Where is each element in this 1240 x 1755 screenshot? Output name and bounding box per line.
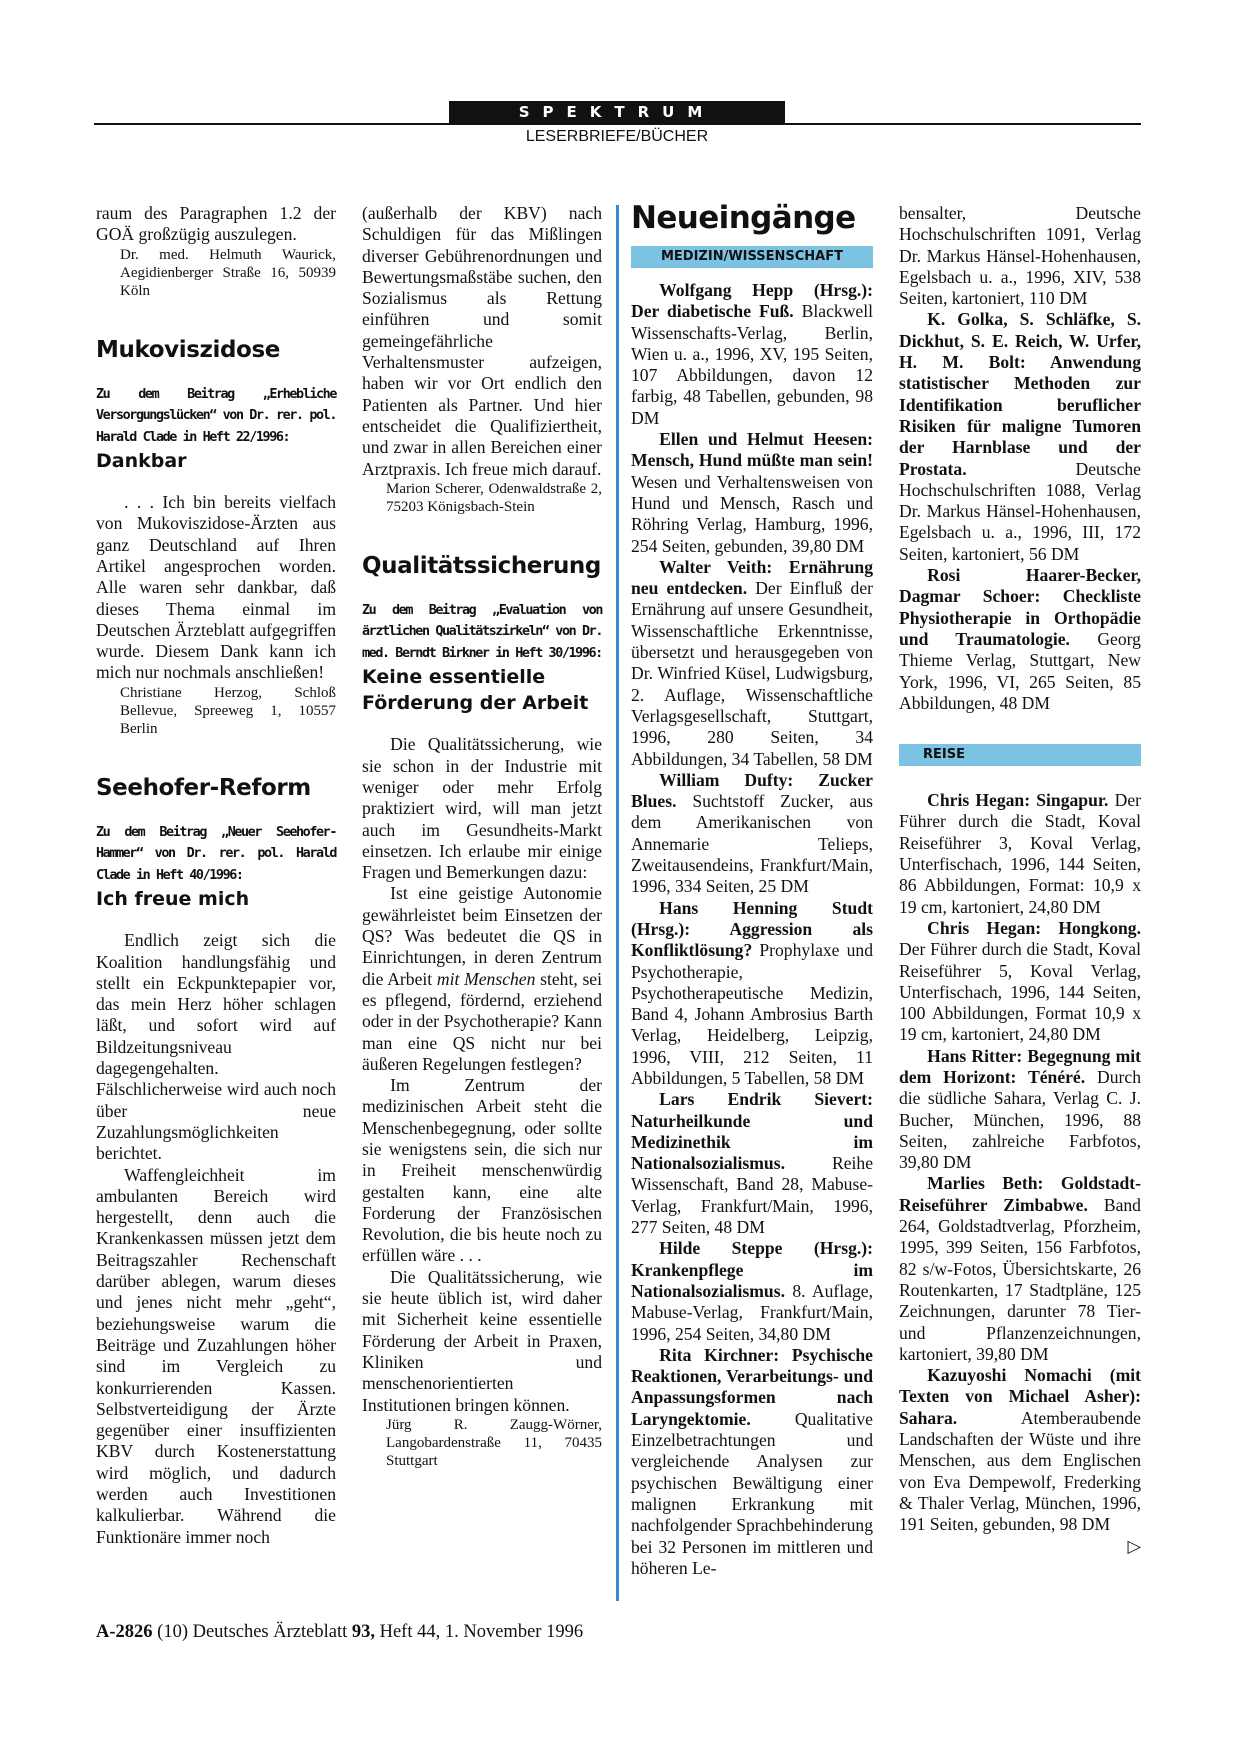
column-1	[96, 203, 336, 1548]
paragraph: . . . Ich bin bereits vielfach von Mukoviszidose-Ärzten aus ganz Deutschland auf Ihren Artikel angesprochen worden. Alle waren sehr dankbar, daß dieses Thema einmal im Deutschen Ärzteblatt aufgegriffen wurde. Diesem Dank kann ich mich nur nochmals anschließen!	[96, 492, 337, 683]
book-title: Rosi Haarer-Becker, Dagmar Schoer: Checkliste Physiotherapie in Orthopädie und Traumatologie.	[899, 565, 1141, 649]
book-details: Durch die südliche Sahara, Verlag C. J. Bucher, München, 1996, 88 Seiten, zahlreiche Farbfotos, 39,80 DM	[899, 1066, 1141, 1173]
book-entry	[631, 1089, 873, 1238]
book-entry	[631, 898, 873, 1090]
column-4	[899, 203, 1141, 1557]
header-rule	[94, 123, 1141, 125]
book-details: Der Einfluß der Ernährung auf unsere Gesundheit, Wissenschaftliche Erkenntnisse, übersetzt und herausgegeben von Dr. Winfried Küsel, Ludwigsburg, 2. Auflage, Wissenschaftliche Verlagsgesellschaft, Stuttgart, 1996, 280 Seiten, 34 Abbildungen, 34 Tabellen, 58 DM	[631, 578, 873, 769]
book-details: Qualitative Einzelbetrachtungen und vergleichende Analysen zur psychischen Bewältigung einer malignen Erkrankung mit nachfolgender Sprachbehinderung bei 32 Personen im mittleren und höheren Le-	[631, 1408, 873, 1578]
book-title: Kazuyoshi Nomachi (mit Texten von Michael Asher): Sahara.	[899, 1365, 1141, 1428]
book-title: Lars Endrik Sievert: Naturheilkunde und Medizinethik im Nationalsozialismus.	[631, 1089, 873, 1174]
book-entry	[899, 1173, 1141, 1365]
book-details: Suchtstoff Zucker, aus dem Amerikanischen von Annemarie Telieps, Zweitausendeins, Frankfurt/Main, 1996, 334 Seiten, 25 DM	[631, 791, 873, 897]
subsection-title: LESERBRIEFE/BÜCHER	[525, 128, 709, 145]
book-title: Ellen und Helmut Heesen: Mensch, Hund müßte man sein!	[631, 429, 873, 471]
neueingaenge-title: Neueingänge	[631, 200, 856, 236]
article-reference: Zu dem Beitrag „Neuer Seehofer-Hammer“ von Dr. rer. pol. Harald Clade in Heft 40/1996:	[96, 824, 336, 883]
book-title: Chris Hegan: Hongkong.	[927, 917, 1141, 938]
text-span: Ist eine geistige Autonomie gewährleistet beim Einsetzen der QS? Was bedeutet die QS in Einrichtungen, in deren Zentrum die Arbeit	[362, 883, 602, 989]
book-details: Blackwell Wissenschafts-Verlag, Berlin, Wien u. a., 1996, XV, 195 Seiten, 107 Abbildungen, davon 12 farbig, 48 Tabellen, gebunden, 98 DM	[631, 301, 873, 428]
book-entry	[899, 918, 1141, 1046]
paragraph: Die Qualitätssicherung, wie sie schon in der Industrie mit weniger oder mehr Erfolg praktiziert wird, will man jetzt auch im Gesundheits-Markt einsetzen. Ich erlaube mir einige Fragen und Bemerkungen dazu:	[362, 734, 602, 883]
book-entry	[631, 557, 873, 770]
book-title: Chris Hegan: Singapur.	[927, 790, 1109, 811]
book-entry	[631, 429, 873, 557]
letter-title-dankbar: Dankbar	[96, 450, 187, 473]
book-details: Der Führer durch die Stadt, Koval Reiseführer 5, Koval Verlag, Unterfischach, 1996, 144 Seiten, 100 Abbildungen, Format 10,9 x 19 cm, kartoniert, 24,80 DM	[899, 939, 1141, 1045]
page-number: A-2826	[96, 1622, 153, 1642]
letter-signature: Jürg R. Zaugg-Wörner, Langobardenstraße 11, 70435 Stuttgart	[386, 1416, 602, 1469]
paragraph: (außerhalb der KBV) nach Schuldigen für das Mißlingen diverser Gebührenordnungen und Bewertungsmaßstäbe suchen, den Sozialismus als Rettung einführen und somit gemeingefährliche Verhaltensmuster aufzeigen, haben wir vor Ort endlich den Patienten als Partner. Und hier entscheidet die Qualifiziertheit, und zwar in allen Bereichen einer Arztpraxis. Ich freue mich darauf.	[362, 203, 602, 479]
book-title: K. Golka, S. Schläfke, S. Dickhut, S. E. Reich, W. Urfer, H. M. Bolt: Anwendung statistischer Methoden zur Identifikation beruflicher Risiken für maligne Tumoren der Harnblase und der Prostata.	[899, 309, 1141, 479]
book-entry	[631, 1345, 873, 1579]
book-entry	[631, 770, 873, 898]
book-title: Hans Ritter: Begegnung mit dem Horizont: Ténéré.	[899, 1045, 1141, 1087]
book-entry	[899, 565, 1141, 714]
book-entry-continued: bensalter, Deutsche Hochschulschriften 1091, Verlag Dr. Markus Hänsel-Hohenhausen, Egelsbach u. a., 1996, XIV, 538 Seiten, kartoniert, 110 DM	[899, 203, 1141, 309]
book-entry	[899, 790, 1141, 918]
paragraph: Waffengleichheit im ambulanten Bereich wird hergestellt, denn auch die Krankenkassen müssen jetzt dem Beitragszahler Rechenschaft darüber ablegen, warum dieses und jenes nicht mehr „geht“, beziehungsweise warum die Beiträge und Zuzahlungen höher sind im Vergleich zu konkurrierenden Kassen. Selbstverteidigung der Ärzte gegenüber einer insuffizienten KBV durch Kostenerstattung wird möglich, und dadurch werden auch Investitionen kalkulierbar. Während die Funktionäre immer noch	[96, 1164, 336, 1547]
book-details: 8. Auflage, Mabuse-Verlag, Frankfurt/Main, 1996, 254 Seiten, 34,80 DM	[631, 1280, 873, 1344]
book-details: Band 264, Goldstadtverlag, Pforzheim, 1995, 399 Seiten, 156 Farbfotos, 82 s/w-Fotos, Übersichtskarte, 26 Routenkarten, 17 Stadtpläne, 125 Zeichnungen, darunter 78 Tier- und Pflanzenzeichnungen, kartoniert, 39,80 DM	[899, 1194, 1141, 1364]
book-title: Walter Veith: Ernährung neu entdecken.	[631, 556, 873, 599]
book-details: Atemberaubende Landschaften der Wüste und ihre Menschen, aus dem Englischen von Eva Dempewolf, Frederking & Thaler Verlag, München, 1996, 191 Seiten, gebunden, 98 DM	[899, 1407, 1141, 1535]
column-divider	[616, 205, 619, 1601]
letter-signature: Marion Scherer, Odenwaldstraße 2, 75203 Königsbach-Stein	[386, 480, 602, 515]
category-label-reise: REISE	[899, 744, 1141, 766]
book-entry	[631, 1238, 873, 1344]
book-title: William Dufty: Zucker Blues.	[631, 769, 873, 812]
book-title: Hilde Steppe (Hrsg.): Krankenpflege im Nationalsozialismus.	[631, 1238, 873, 1301]
paragraph: Im Zentrum der medizinischen Arbeit steht die Menschenbegegnung, oder sollte sie wenigstens sein, die sich nur in Freiheit menschenwürdig gestalten kann, eine alte Forderung der Französischen Revolution, die bis heute noch zu erfüllen wäre . . .	[362, 1075, 602, 1266]
category-label-medizin: MEDIZIN/WISSENSCHAFT	[631, 246, 873, 268]
book-title: Marlies Beth: Goldstadt-Reiseführer Zimbabwe.	[899, 1173, 1141, 1215]
book-title: Hans Henning Studt (Hrsg.): Aggression als Konfliktlösung?	[631, 897, 873, 961]
section-banner: SPEKTRUM	[449, 101, 785, 123]
continue-arrow-icon: ▷	[1127, 1535, 1141, 1556]
section-heading-qualitaetssicherung: Qualitätssicherung	[362, 552, 601, 579]
book-details: Wesen und Verhaltensweisen von Hund und Mensch, Rasch und Röhring Verlag, Hamburg, 1996, 254 Seiten, gebunden, 39,80 DM	[631, 471, 873, 556]
article-reference: Zu dem Beitrag „Evaluation von ärztlichen Qualitätszirkeln“ von Dr. med. Berndt Birkner in Heft 30/1996:	[362, 602, 602, 661]
paragraph: Endlich zeigt sich die Koalition handlungsfähig und stellt ein Eckpunktepapier vor, das mein Herz höher schlagen läßt, und sofort wird auf Bildzeitungsniveau dagegengehalten. Fälschlicherweise wird auch noch über neue Zuzahlungsmöglichkeiten berichtet.	[96, 930, 336, 1164]
book-entry	[631, 280, 873, 429]
book-details: Georg Thieme Verlag, Stuttgart, New York, 1996, VI, 265 Seiten, 85 Abbildungen, 48 DM	[899, 628, 1141, 713]
book-title: Rita Kirchner: Psychische Reaktionen, Verarbeitungs- und Anpassungsformen nach Laryngektomie.	[631, 1344, 873, 1429]
letter-signature: Christiane Herzog, Schloß Bellevue, Spreeweg 1, 10557 Berlin	[120, 684, 336, 737]
emphasis: mit Menschen	[436, 968, 536, 989]
letter-title-ich-freue-mich: Ich freue mich	[96, 888, 250, 911]
book-title: Wolfgang Hepp (Hrsg.): Der diabetische Fuß.	[631, 280, 873, 322]
text-span: steht, sei es pflegend, fördernd, erziehend oder in der Psychotherapie? Kann man eine QS nicht nur bei äußeren Regelungen festlegen?	[362, 968, 602, 1074]
paragraph	[362, 883, 602, 1075]
book-details: Der Führer durch die Stadt, Koval Reiseführer 3, Koval Verlag, Unterfischach, 1996, 144 Seiten, 86 Abbildungen, Format: 10,9 x 19 cm, kartoniert, 24,80 DM	[899, 790, 1141, 917]
paragraph: raum des Paragraphen 1.2 der GOÄ großzügig auszulegen.	[96, 203, 336, 245]
section-heading-mukoviszidose: Mukoviszidose	[96, 336, 280, 363]
volume-number: 93,	[351, 1622, 375, 1642]
book-entry	[899, 1046, 1141, 1174]
column-2	[362, 203, 602, 1470]
article-reference: Zu dem Beitrag „Erhebliche Versorgungslücken“ von Dr. rer. pol. Harald Clade in Heft 22/1996:	[96, 386, 336, 445]
book-entry	[899, 309, 1141, 565]
book-details: Reihe Wissenschaft, Band 28, Mabuse-Verlag, Frankfurt/Main, 1996, 277 Seiten, 48 DM	[631, 1153, 873, 1238]
letter-signature: Dr. med. Helmuth Waurick, Aegidienberger Straße 16, 50939 Köln	[120, 246, 336, 299]
book-details: Prophylaxe und Psychotherapie, Psychotherapeutische Medizin, Band 4, Johann Ambrosius Barth Verlag, Heidelberg, Leipzig, 1996, VIII, 212 Seiten, 11 Abbildungen, 5 Tabellen, 58 DM	[631, 940, 873, 1088]
page-footer	[96, 1622, 583, 1643]
paragraph: Die Qualitätssicherung, wie sie heute üblich ist, wird daher mit Sicherheit keine essentielle Förderung der Arbeit in Praxen, Kliniken und menschenorientierten Institutionen bringen können.	[362, 1266, 602, 1415]
footer-text: (10) Deutsches Ärzteblatt	[152, 1622, 352, 1642]
section-heading-seehofer-reform: Seehofer-Reform	[96, 774, 311, 801]
letter-title-keine-essentielle-foerderung: Keine essentielle Förderung der Arbeit	[362, 666, 589, 715]
footer-text: Heft 44, 1. November 1996	[374, 1622, 584, 1642]
book-details: Deutsche Hochschulschriften 1088, Verlag Dr. Markus Hänsel-Hohenhausen, Egelsbach u. a., 1996, III, 172 Seiten, kartoniert, 56 DM	[899, 458, 1141, 564]
column-3	[631, 200, 873, 1579]
book-entry	[899, 1365, 1141, 1556]
